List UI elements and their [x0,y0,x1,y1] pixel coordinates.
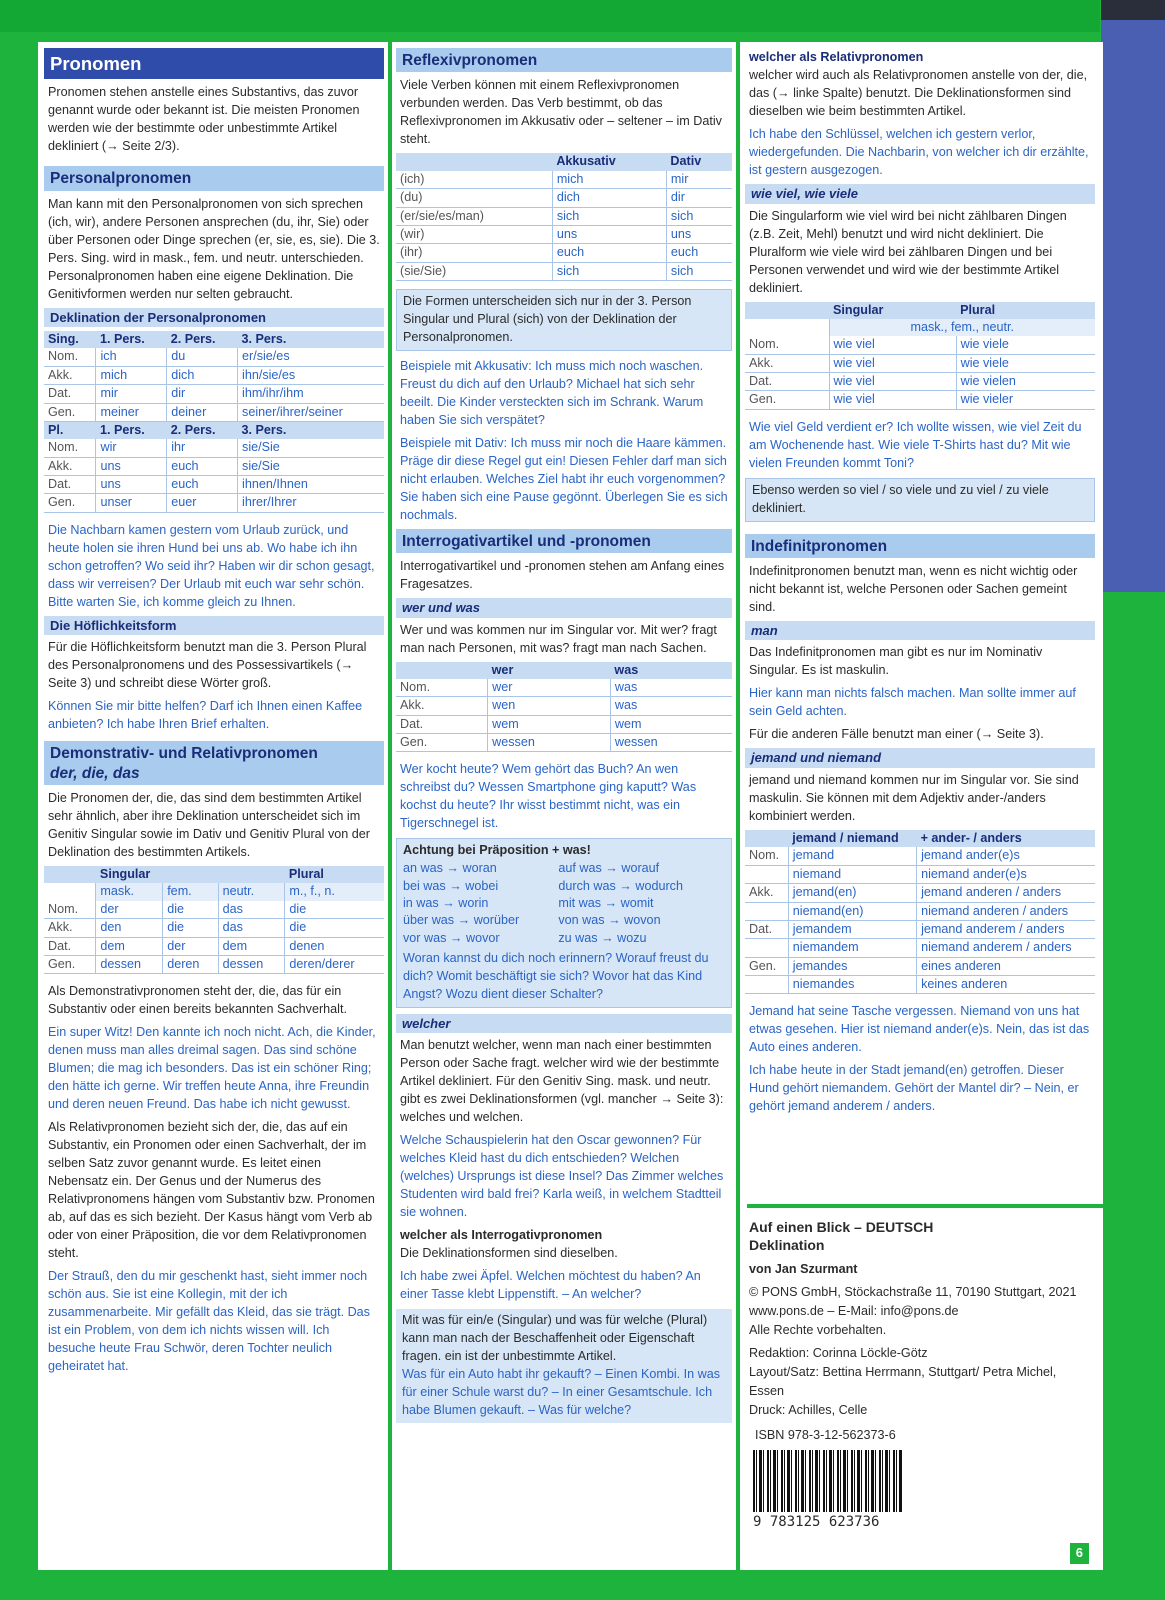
paragraph: Die Pronomen der, die, das sind dem bestimmten Artikel sehr ähnlich, aber ihre Deklination unterscheidet sich im Genitiv Singular sowie im Dativ und Genitiv Plural von der Deklination des bestimmten Artikels. [48,791,370,860]
table-row [396,262,732,280]
table-header-cell: was [610,662,732,679]
table-cell: Gen. [396,734,488,752]
table-header-row [396,662,732,679]
table-cell: niemand [788,865,916,883]
table-subheader-row [44,883,384,900]
table-header-cell [745,830,788,847]
table-row [745,939,1095,957]
section-title: Reflexivpronomen [396,48,732,72]
table-cell: wem [610,715,732,733]
imprint-divider [747,1204,1103,1208]
table-row [745,865,1095,883]
table-cell: ihnen/Ihnen [238,476,384,494]
table-cell: deiner [167,403,238,421]
table-cell: deren [163,955,218,973]
table-row [745,336,1095,354]
table-cell: (ihr) [396,244,552,262]
table-row [396,679,732,697]
table-header-cell: 3. Pers. [238,331,384,348]
paragraph: Für die anderen Fälle benutzt man einer (→ Seite 3). [749,727,1044,742]
table-cell: wie vielen [956,373,1095,391]
table-cell: das [218,901,285,919]
paragraph: Man kann mit den Personalpronomen von sich sprechen (ich, wir), andere Personen ansprechen (du, ihr, Sie) oder über Personen oder Dinge sprechen (er, sie, es, sie). Die 3. Pers. Sing. wird in mask., fem. und neutr. unterschieden. Personalpronomen haben eine eigene Deklination. Die Genitivformen werden nur selten gebraucht. [48,196,380,301]
subheading-plain: welcher als Interrogativpronomen [400,1228,603,1243]
jemand-niemand-table [745,830,1095,994]
table-cell: denen [285,937,384,955]
table-header-cell: Plural [956,302,1095,319]
table-cell: Dat. [396,715,488,733]
table-row [44,494,384,512]
table-cell: was [610,697,732,715]
table-cell: dessen [96,955,163,973]
subheading [396,598,732,618]
table-cell: Dat. [44,385,96,403]
table-row [44,403,384,421]
table-cell [745,319,829,336]
table-cell: jemand anderem / anders [917,920,1095,938]
subheading-text: welcher [402,1015,451,1031]
table-row [396,244,732,262]
table-cell [44,883,96,900]
imprint-copyright: © PONS GmbH, Stöckachstraße 11, 70190 Stuttgart, 2021 [749,1285,1077,1300]
table-cell: deren/derer [285,955,384,973]
table-header-row [745,830,1095,847]
table-row [745,847,1095,865]
table-header-cell [44,866,96,883]
subheading [745,748,1095,768]
table-header-cell [396,153,552,170]
table-cell: niemand ander(e)s [917,865,1095,883]
table-header-row [745,302,1095,319]
table-cell: wie viele [956,354,1095,372]
column-right [745,48,1095,1531]
table-cell: uns [96,476,167,494]
table-cell: wie vieler [956,391,1095,409]
table-cell: Gen. [44,403,96,421]
table-row [403,930,725,947]
table-cell: Akk. [44,457,96,475]
paragraph: jemand und niemand kommen nur im Singular vor. Sie sind maskulin. Sie können mit dem Adjektiv ander-/anders kombiniert werden. [749,773,1079,824]
table-cell: Akk. [745,354,829,372]
imprint-layout: Layout/Satz: Bettina Herrmann, Stuttgart/ Petra Michel, Essen [749,1364,1057,1398]
table-cell: wie viel [829,391,956,409]
table-cell: die [285,919,384,937]
table-row [403,878,725,895]
table-header-cell: 2. Pers. [167,421,238,439]
table-cell: sich [552,262,666,280]
imprint-rights: Alle Rechte vorbehalten. [749,1323,887,1338]
table-header-row [44,421,384,439]
top-band [0,0,1100,32]
subheading-text: wie viel, wie viele [751,186,858,201]
table-cell: mich [552,171,666,189]
imprint-print: Druck: Achilles, Celle [749,1402,868,1417]
table-subheader-row [745,319,1095,336]
table-row [745,354,1095,372]
table-header-cell: jemand / niemand [788,830,916,847]
table-cell: jemandem [788,920,916,938]
table-cell: Akk. [745,884,788,902]
table-cell: euer [167,494,238,512]
table-header-cell [396,662,488,679]
example-text: Ich habe heute in der Stadt jemand(en) getroffen. Dieser Hund gehört niemandem. Gehört der Mantel dir? – Nein, er gehört jemand anderem / anders. [749,1063,1079,1114]
table-cell: (er/sie/es/man) [396,207,552,225]
table-row [44,919,384,937]
table-cell: sie/Sie [238,439,384,457]
table-cell: niemandem [788,939,916,957]
table-row [396,171,732,189]
paragraph: Die Deklinationsformen sind dieselben. [400,1246,618,1261]
paragraph: welcher wird auch als Relativpronomen anstelle von der, die, das (→ linke Spalte) benutzt. Die Deklinationsformen sind dieselben wie beim bestimmten Artikel. [749,68,1088,118]
box-title: Achtung bei Präposition + was! [403,843,591,858]
example-text: Beispiele mit Dativ: Ich muss mir noch die Haare kämmen. Präge dir diese Regel gut ein! Diesen Fehler darf man sich nicht erlauben. Welches Ziel habt ihr euch vorgenommen? Sie haben sich eine Pause gegönnt. Überlegen Sie es sich nochmals. [400,435,728,522]
table-header-cell: 1. Pers. [96,331,167,348]
subheading [745,621,1095,641]
preposition-table [403,860,725,947]
table-cell: (du) [396,189,552,207]
table-cell [745,902,788,920]
table-cell: Dat. [745,373,829,391]
table-cell: dir [167,385,238,403]
table-cell: niemand anderen / anders [917,902,1095,920]
table-cell: sich [552,207,666,225]
table-row [396,189,732,207]
table-cell: du [167,348,238,366]
table-cell: seiner/ihrer/seiner [238,403,384,421]
table-cell: Dat. [44,937,96,955]
info-box: Ebenso werden so viel / so viele und zu viel / zu viele dekliniert. [745,478,1095,522]
dark-corner [1101,0,1165,20]
table-cell: keines anderen [917,976,1095,994]
barcode-digits: 9 783125 623736 [753,1514,880,1531]
subheading [396,1014,732,1034]
table-cell: mir [96,385,167,403]
table-cell: euch [167,457,238,475]
table-cell: wem [488,715,611,733]
table-cell: ihr [167,439,238,457]
table-cell: die [285,901,384,919]
table-cell: Akk. [396,697,488,715]
subheading-text: wer und was [402,600,481,615]
table-cell: Nom. [745,336,829,354]
table-cell: die [163,919,218,937]
table-cell: zu was → wozu [558,930,647,945]
example-text: Beispiele mit Akkusativ: Ich muss mich noch waschen. Freust du dich auf den Urlaub? Michael hat sich sehr beeilt. Die Kinder versteckten sich im Schrank. Warum haben Sie sich verspätet? [400,358,704,427]
table-header-cell: + ander- / anders [917,830,1095,847]
table-row [396,734,732,752]
table-row [44,439,384,457]
table-cell: den [96,919,163,937]
table-cell: der [96,901,163,919]
table-cell: Akk. [44,919,96,937]
column-left [44,48,384,1380]
paragraph: Als Demonstrativpronomen steht der, die, das für ein Substantiv oder einen bereits bekannten Sachverhalt. [48,984,347,1017]
table-cell: über was → worüber [403,913,520,928]
table-cell: fem. [163,883,218,900]
table-cell: m., f., n. [285,883,384,900]
table-header-cell: Plural [285,866,384,883]
table-cell: (ich) [396,171,552,189]
table-cell: euch [552,244,666,262]
example-text: Woran kannst du dich noch erinnern? Worauf freust du dich? Womit beschäftigt sie sich? Wovor hat das Kind Angst? Wozu dient dieser Schalter? [403,951,709,1001]
table-cell: sie/Sie [238,457,384,475]
table-cell: dich [167,366,238,384]
section-subtitle: der, die, das [50,764,140,782]
table-cell: vor was → wovor [403,930,500,945]
table-row [44,385,384,403]
table-cell: jemand [788,847,916,865]
table-cell: mich [96,366,167,384]
table-cell: wen [488,697,611,715]
subheading [745,184,1095,204]
table-row [396,207,732,225]
blue-side-strip [1101,20,1165,592]
imprint-title: Auf einen Blick – DEUTSCH [749,1219,934,1235]
table-cell: niemand anderem / anders [917,939,1095,957]
table-cell: ihm/ihr/ihm [238,385,384,403]
table-row [44,901,384,919]
table-cell: uns [96,457,167,475]
table-row [403,912,725,929]
example-text: Wer kocht heute? Wem gehört das Buch? An wen schreibst du? Wessen Smartphone ging kaputt? Was kochst du heute? Ihr wisst bestimmt nicht, was ein Tigerschnegel ist. [400,762,697,831]
paragraph: Indefinitpronomen benutzt man, wenn es nicht wichtig oder nicht bekannt ist, welche Personen oder Sachen gemeint sind. [749,563,1078,614]
table-cell: uns [666,225,732,243]
table-row [745,373,1095,391]
table-cell [745,976,788,994]
table-header-cell: 1. Pers. [96,421,167,439]
table-cell: wer [488,679,611,697]
table-cell: wessen [488,734,611,752]
table-cell: was [610,679,732,697]
table-cell [745,939,788,957]
section-title: Pronomen [44,48,384,79]
table-cell: unser [96,494,167,512]
table-cell: Nom. [44,901,96,919]
table-cell: meiner [96,403,167,421]
table-row [745,976,1095,994]
table-cell: jemandes [788,957,916,975]
example-text: Können Sie mir bitte helfen? Darf ich Ihnen einen Kaffee anbieten? Ich habe Ihren Brief erhalten. [48,699,363,732]
table-cell: der [163,937,218,955]
imprint [745,1218,1095,1533]
imprint-subtitle: Deklination [749,1237,825,1254]
imprint-editor: Redaktion: Corinna Löckle-Götz [749,1345,928,1360]
table-header-row [44,331,384,348]
subheading-plain: welcher als Relativpronomen [749,50,924,64]
table-header-cell: Akkusativ [552,153,666,170]
example-text: Der Strauß, den du mir geschenkt hast, sieht immer noch schön aus. Sie ist eine Kollegin, mit der ich zusammenarbeite. Mir gefällt das Kleid, das sie trägt. Das ist ein Problem, von dem ich nichts wissen will. Ich besuche heute Frau Schwör, deren Tochter neulich geheiratet hat. [48,1269,370,1374]
table-cell: wie viel [829,354,956,372]
table-cell: dich [552,189,666,207]
paragraph: Man benutzt welcher, wenn man nach einer bestimmten Person oder Sache fragt. welcher wird wie der bestimmte Artikel dekliniert. Für den Genitiv Sing. mask. und neutr. gibt es zwei Deklinationsformen (vgl. mancher → Seite 3): welches und welchen. [400,1038,724,1125]
table-cell: mask., fem., neutr. [829,319,1095,336]
table-cell: mir [666,171,732,189]
table-cell: dessen [218,955,285,973]
subheading-text: jemand und niemand [751,750,882,766]
table-cell: wessen [610,734,732,752]
table-header-cell: 3. Pers. [238,421,384,439]
example-text: Welche Schauspielerin hat den Oscar gewonnen? Für welches Kleid hast du dich entschieden? Welchen (welches) Ursprungs ist diese Insel? Das Zimmer welches Studenten wird bald frei? Karla weiß, in welchem Stadtteil sie wohnen. [400,1133,724,1220]
paragraph: Interrogativartikel und -pronomen stehen am Anfang eines Fragesatzes. [400,559,725,591]
reflexive-table [396,153,732,281]
table-cell: wie viel [829,336,956,354]
table-cell: sich [666,207,732,225]
section-title-text: Demonstrativ- und Relativpronomen [50,745,318,763]
info-box [396,1309,732,1422]
wie-viel-table [745,302,1095,410]
table-cell: Gen. [44,955,96,973]
table-cell: dir [666,189,732,207]
example-text: Jemand hat seine Tasche vergessen. Niemand von uns hat etwas gesehen. Hier ist niemand ander(e)s. Nein, das ist das Auto eines anderen. [749,1004,1090,1055]
section-title: Indefinitpronomen [745,534,1095,558]
barcode-image [753,1450,903,1512]
table-cell: wie viele [956,336,1095,354]
table-cell: ihn/sie/es [238,366,384,384]
paragraph: Viele Verben können mit einem Reflexivpronomen verbunden werden. Das Verb bestimmt, ob das Reflexivpronomen im Akkusativ oder – seltener – im Dativ steht. [400,78,722,147]
table-cell: an was → woran [403,861,497,876]
example-text: Wie viel Geld verdient er? Ich wollte wissen, wie viel Zeit du am Wochenende hast. Wie viele T-Shirts hast du? Mit wie vielen Freunden kommt Toni? [749,419,1082,470]
imprint-author: von Jan Szurmant [749,1262,858,1277]
table-cell: Gen. [745,957,788,975]
table-header-row [396,153,732,170]
table-cell: Nom. [44,439,96,457]
table-cell: euch [167,476,238,494]
table-row [396,697,732,715]
table-cell: Akk. [44,366,96,384]
table-row [44,457,384,475]
table-cell: Nom. [745,847,788,865]
table-cell: ich [96,348,167,366]
table-cell: sich [666,262,732,280]
attention-box [396,838,732,1007]
table-row [745,957,1095,975]
table-cell: jemand ander(e)s [917,847,1095,865]
table-cell: wie viel [829,373,956,391]
table-cell: euch [666,244,732,262]
table-cell: neutr. [218,883,285,900]
table-row [44,937,384,955]
table-cell: dem [218,937,285,955]
subheading-text: man [751,622,778,638]
table-cell: Nom. [44,348,96,366]
section-title: Personalpronomen [44,166,384,190]
table-row [396,225,732,243]
column-divider [736,42,740,1570]
table-cell: Dat. [745,920,788,938]
table-row [745,391,1095,409]
example-text: Was für ein Auto habt ihr gekauft? – Einen Kombi. In was für einer Schule warst du? – In einer Gesamtschule. Ich habe Blumen gekauft. – Was für welche? [402,1366,721,1417]
isbn: ISBN 978-3-12-562373-6 [755,1427,896,1442]
paragraph: Für die Höflichkeitsform benutzt man die 3. Person Plural des Personalpronomens und des Possessivartikels (→ Seite 3) und schreibt diese Wörter groß. [48,640,367,691]
table-header-cell: Singular [96,866,285,883]
table-cell: Gen. [745,391,829,409]
personal-pronoun-table [44,331,384,513]
table-cell: das [218,919,285,937]
table-header-cell: 2. Pers. [167,331,238,348]
table-cell: Gen. [44,494,96,512]
table-cell: wir [96,439,167,457]
table-cell: ihrer/Ihrer [238,494,384,512]
table-row [403,860,725,877]
table-cell: Dat. [44,476,96,494]
page-number: 6 [1070,1543,1089,1564]
table-cell: auf was → worauf [558,861,660,876]
table-header-cell: wer [488,662,611,679]
table-cell: eines anderen [917,957,1095,975]
reference-sheet [38,42,1103,1570]
table-row [44,955,384,973]
table-cell: jemand(en) [788,884,916,902]
table-row [44,348,384,366]
table-cell: er/sie/es [238,348,384,366]
section-title: Interrogativartikel und -pronomen [396,529,732,553]
table-cell: in was → worin [403,896,489,911]
table-row [396,715,732,733]
table-row [403,895,725,912]
table-cell: niemand(en) [788,902,916,920]
table-header-cell [745,302,829,319]
table-row [44,476,384,494]
table-header-cell: Dativ [666,153,732,170]
paragraph: Als Relativpronomen bezieht sich der, die, das auf ein Substantiv, ein Pronomen oder einen Sachverhalt, der im selben Satz zuvor genannt wurde. Es leitet einen Nebensatz ein. Der Genus und der Numerus des Relativpronomens hängen vom Substantiv bzw. Pronomen ab, auf das es sich bezieht. Der Kasus hängt vom Verb ab oder von einer Präposition, die vor dem Relativpronomen steht. [48,1120,375,1261]
example-text: Hier kann man nichts falsch machen. Man sollte immer auf sein Geld achten. [749,686,1076,719]
subheading: Deklination der Personalpronomen [44,308,384,328]
paragraph: Wer und was kommen nur im Singular vor. Mit wer? fragt man nach Personen, mit was? fragt man nach Sachen. [400,622,717,655]
wer-was-table [396,662,732,753]
table-cell: dem [96,937,163,955]
table-cell: durch was → wodurch [558,878,683,893]
table-cell: bei was → wobei [403,878,499,893]
example-text: Ich habe zwei Äpfel. Welchen möchtest du haben? An einer Tasse klebt Lippenstift. – An welcher? [400,1269,701,1302]
table-cell: (sie/Sie) [396,262,552,280]
table-row [745,884,1095,902]
table-cell: Nom. [396,679,488,697]
table-cell [745,865,788,883]
table-cell: (wir) [396,225,552,243]
box-text: Mit was für ein/e (Singular) und was für welche (Plural) kann man nach der Beschaffenheit oder Eigenschaft fragen. ein ist der unbestimmte Artikel. [402,1313,708,1364]
paragraph: Das Indefinitpronomen man gibt es nur im Nominativ Singular. Es ist maskulin. [749,645,1043,678]
table-header-cell: Pl. [44,421,96,439]
column-divider [388,42,392,1570]
table-header-row [44,866,384,883]
example-text: Ein super Witz! Den kannte ich noch nicht. Ach, die Kinder, denen muss man alles dreimal sagen. Das sind schöne Blumen; die mag ich besonders. Das ist ein schöner Ring; den hätte ich gerne. Wir treffen heute Anna, ihre Freundin und deren neuen Freund. Das habe ich nicht gewusst. [48,1025,376,1112]
info-box: Die Formen unterscheiden sich nur in der 3. Person Singular und Plural (sich) von der Deklination der Personalpronomen. [396,289,732,351]
table-row [745,920,1095,938]
table-cell: von was → wovon [558,913,661,928]
paragraph: Die Singularform wie viel wird bei nicht zählbaren Dingen (z.B. Zeit, Mehl) benutzt und wird nicht dekliniert. Die Pluralform wie viele wird bei zählbaren Dingen und bei Personen verwendet und wird wie der bestimmte Artikel dekliniert. [749,208,1067,295]
section-title [44,741,384,785]
imprint-web: www.pons.de – E-Mail: info@pons.de [749,1304,959,1319]
table-header-cell: Singular [829,302,956,319]
example-text: Die Nachbarn kamen gestern vom Urlaub zurück, und heute holen sie ihren Hund bei uns ab. Wo habe ich ihn schon getroffen? Wo seid ihr? Haben wir dir schon gesagt, dass wir verreisen? Der Urlaub mit euch war sehr schön. Bitte warten Sie, ich komme gleich zu Ihnen. [48,522,375,609]
paragraph: Pronomen stehen anstelle eines Substantivs, das zuvor genannt wurde oder bekannt ist. Die meisten Pronomen werden wie der bestimmte oder unbestimmte Artikel dekliniert (→ Seite 2/3). [48,85,360,154]
subheading: Die Höflichkeitsform [44,616,384,636]
table-cell: jemand anderen / anders [917,884,1095,902]
example-text: Ich habe den Schlüssel, welchen ich gestern verlor, wiedergefunden. Die Nachbarin, von welcher ich dir erzählte, ist gestern ausgezogen. [749,127,1089,177]
table-cell: mask. [96,883,163,900]
table-row [44,366,384,384]
table-cell: mit was → womit [558,896,654,911]
table-row [745,902,1095,920]
table-cell: uns [552,225,666,243]
demonstrative-table [44,866,384,974]
table-cell: niemandes [788,976,916,994]
table-cell: die [163,901,218,919]
table-header-cell: Sing. [44,331,96,348]
column-middle [396,48,732,1429]
